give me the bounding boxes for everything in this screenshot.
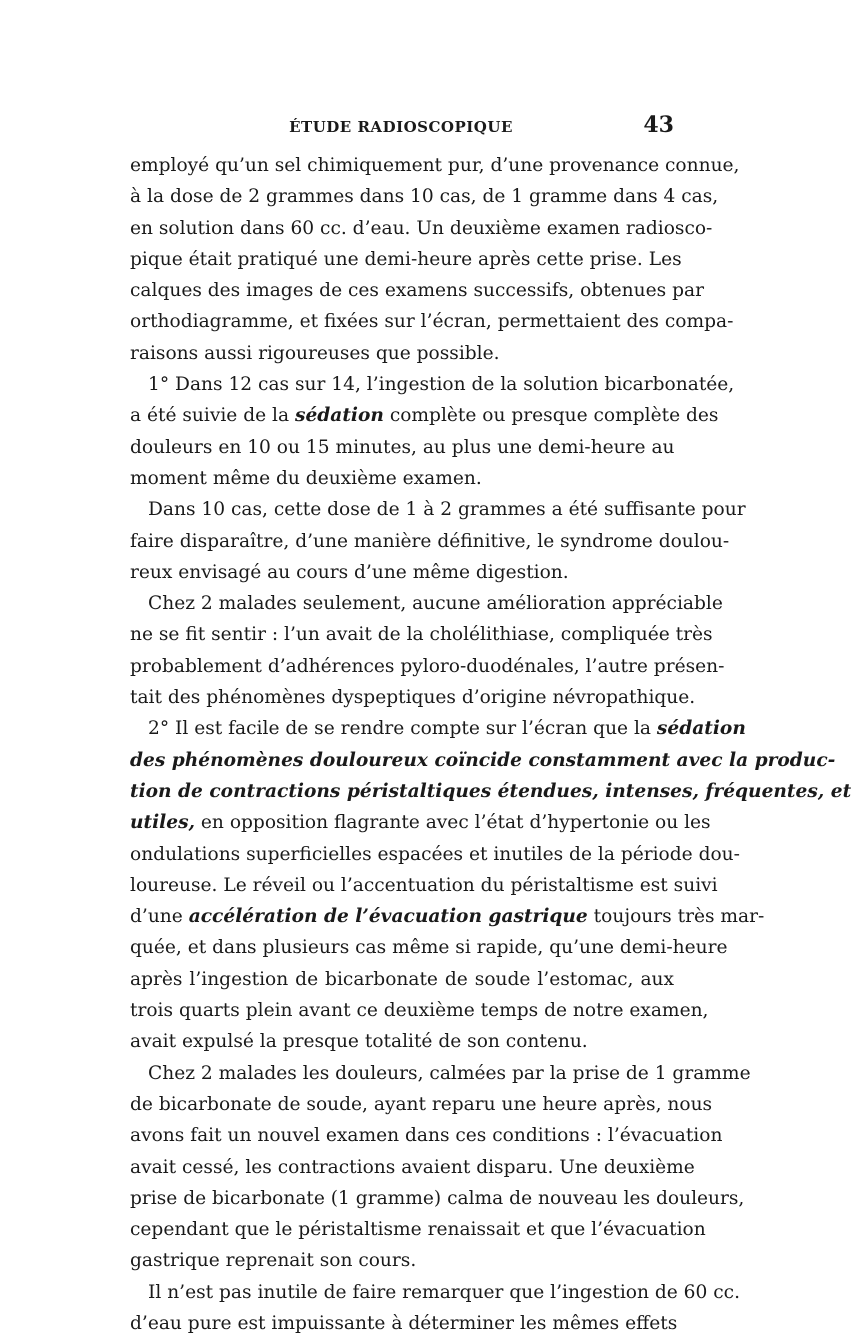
text-line: pique était pratiqué une demi-heure après cette prise. Les [130, 248, 682, 270]
emphasis: sédation [294, 405, 384, 427]
text-line: gastrique reprenait son cours. [130, 1250, 417, 1272]
text-line: prise de bicarbonate (1 gramme) calma de nouveau les douleurs, [130, 1187, 745, 1209]
text-line: après l’ingestion de bicarbonate de soude l’estomac, aux [130, 968, 674, 990]
text-line: moment même du deuxième examen. [130, 467, 482, 489]
emphasis: sédation [656, 718, 746, 740]
text-line: calques des images de ces examens successifs, obtenues par [130, 280, 704, 302]
running-title: ÉTUDE RADIOSCOPIQUE [289, 118, 513, 136]
text-line [130, 745, 836, 776]
text-line: de bicarbonate de soude, ayant reparu une heure après, nous [130, 1093, 713, 1115]
text-line: employé qu’un sel chimiquement pur, d’une provenance connue, [130, 155, 740, 176]
text-line: en solution dans 60 cc. d’eau. Un deuxième examen radiosco- [130, 217, 713, 239]
text-line: avons fait un nouvel examen dans ces conditions : l’évacuation [130, 1125, 723, 1147]
text-line: a été suivie de la sédation complète ou presque complète des [130, 405, 719, 427]
page-number: 43 [643, 112, 674, 138]
text-line: loureuse. Le réveil ou l’accentuation du péristaltisme est suivi [130, 874, 718, 896]
emphasis: accélération de l’évacuation gastrique [188, 906, 588, 928]
text-line: quée, et dans plusieurs cas même si rapide, qu’une demi-heure [130, 937, 728, 959]
text-line: avait cessé, les contractions avaient disparu. Une deuxième [130, 1156, 695, 1178]
text-line: raisons aussi rigoureuses que possible. [130, 342, 500, 364]
emphasis: tion de contractions péristaltiques étendues, intenses, fréquentes, et [130, 780, 851, 802]
text-line: cependant que le péristaltisme renaissait et que l’évacuation [130, 1219, 706, 1241]
text-line: trois quarts plein avant ce deuxième temps de notre examen, [130, 1000, 709, 1022]
text-line: probablement d’adhérences pyloro-duodénales, l’autre présen- [130, 655, 725, 677]
text-line: ondulations superficielles espacées et inutiles de la période dou- [130, 843, 740, 865]
text-line: douleurs en 10 ou 15 minutes, au plus une demi-heure au [130, 436, 675, 458]
text-line: d’une accélération de l’évacuation gastrique toujours très mar- [130, 906, 765, 928]
page-header [128, 112, 674, 142]
text-line: orthodiagramme, et fixées sur l’écran, permettaient des compa- [130, 311, 734, 333]
emphasis: des phénomènes douloureux coïncide constamment avec la produc- [130, 749, 836, 771]
text-line: 2° Il est facile de se rendre compte sur l’écran que la sédation [148, 718, 746, 740]
text-line: ne se fit sentir : l’un avait de la cholélithiase, compliquée très [130, 624, 713, 646]
text-line: Chez 2 malades les douleurs, calmées par la prise de 1 gramme [148, 1062, 751, 1084]
text-line: à la dose de 2 grammes dans 10 cas, de 1 gramme dans 4 cas, [130, 186, 719, 208]
text-line: reux envisagé au cours d’une même digestion. [130, 561, 569, 583]
text-line: 1° Dans 12 cas sur 14, l’ingestion de la solution bicarbonatée, [148, 374, 735, 396]
text-line: avait expulsé la presque totalité de son contenu. [130, 1031, 588, 1053]
text-line: Dans 10 cas, cette dose de 1 à 2 grammes a été suffisante pour [148, 499, 746, 521]
body-text [130, 150, 851, 1339]
text-line: Il n’est pas inutile de faire remarquer que l’ingestion de 60 cc. [148, 1281, 740, 1303]
text-line [130, 776, 851, 807]
text-line: faire disparaître, d’une manière définitive, le syndrome doulou- [130, 530, 730, 552]
text-line: d’eau pure est impuissante à déterminer les mêmes effets [130, 1312, 678, 1334]
emphasis: utiles, [130, 812, 196, 834]
text-line: Chez 2 malades seulement, aucune amélioration appréciable [148, 593, 723, 615]
text-line: utiles, en opposition flagrante avec l’état d’hypertonie ou les [130, 812, 711, 834]
text-line: tait des phénomènes dyspeptiques d’origine névropathique. [130, 687, 696, 709]
